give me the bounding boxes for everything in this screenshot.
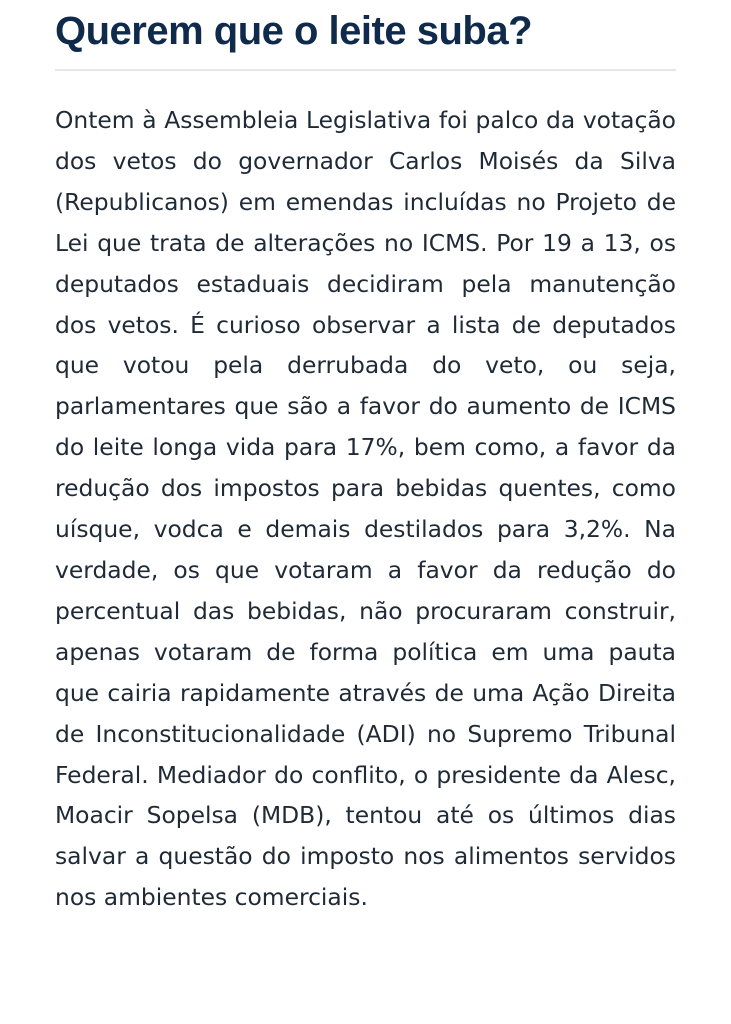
article-title: Querem que o leite suba? (55, 9, 533, 53)
article (55, 0, 676, 918)
title-divider (55, 69, 676, 71)
article-body: Ontem à Assembleia Legislativa foi palco da votação dos vetos do governador Carlos Moisés da Silva (Republicanos) em emendas incluídas no Projeto de Lei que trata de alterações no ICMS. Por 19 a 13, os deputados estaduais decidiram pela manutenção dos vetos. É curioso observar a lista de deputados que votou pela derrubada do veto, ou seja, parlamentares que são a favor do aumento de ICMS do leite longa vida para 17%, bem como, a favor da redução dos impostos para bebidas quentes, como uísque, vodca e demais destilados para 3,2%. Na verdade, os que votaram a favor da redução do percentual das bebidas, não procuraram construir, apenas votaram de forma política em uma pauta que cairia rapidamente através de uma Ação Direita de Inconstitucionalidade (ADI) no Supremo Tribunal Federal. Mediador do conflito, o presidente da Alesc, Moacir Sopelsa (MDB), tentou até os últimos dias salvar a questão do imposto nos alimentos servidos nos ambientes comerciais. (55, 106, 676, 912)
